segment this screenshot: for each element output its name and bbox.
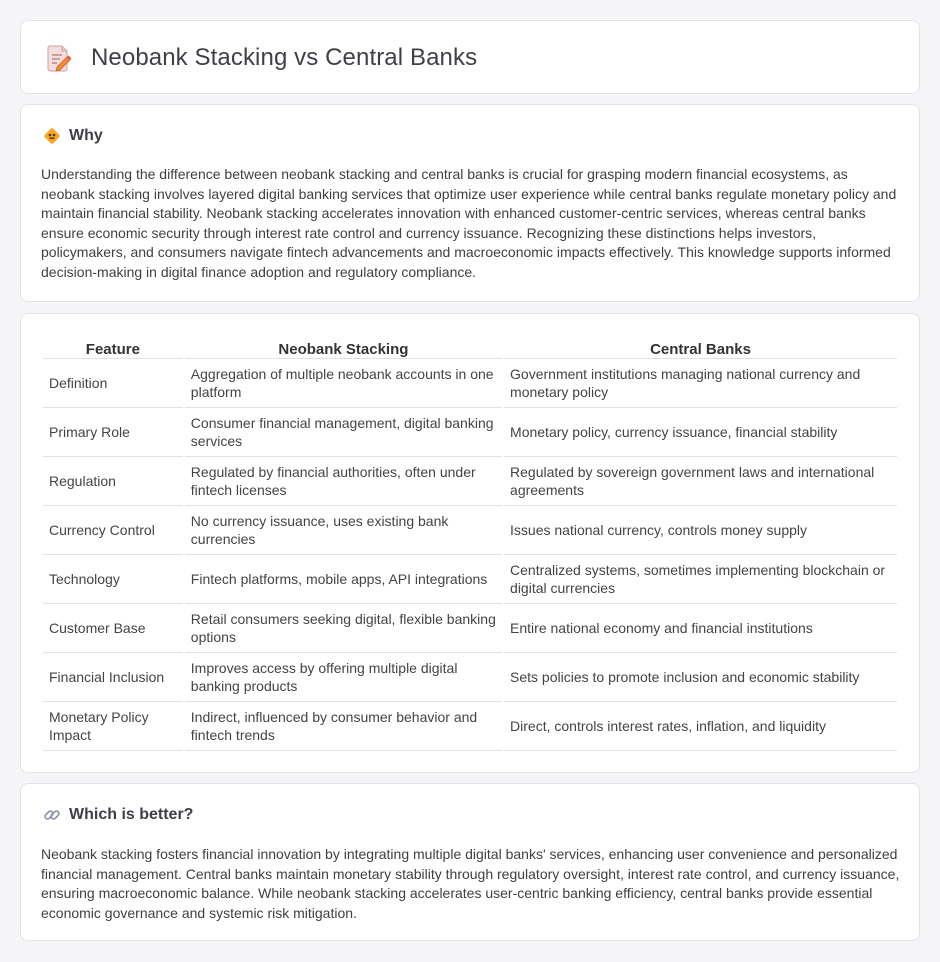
header-card [20, 20, 920, 94]
page-title: Neobank Stacking vs Central Banks [91, 44, 478, 71]
row-neobank: Consumer financial management, digital banking services [185, 408, 502, 457]
row-feature: Regulation [43, 457, 183, 506]
why-text: Understanding the difference between neobank stacking and central banks is crucial for grasping modern financial ecosystems, as neobank stacking involves layered digital banking services that optimize user experience while central banks regulate monetary policy and maintain financial stability. Neobank stacking accelerates innovation with enhanced customer-centric services, whereas central banks ensure economic security through interest rate control and currency issuance. Recognizing these distinctions helps investors, policymakers, and consumers navigate fintech advancements and macroeconomic impacts effectively. This knowledge supports informed decision-making in digital finance adoption and regulatory compliance. [41, 166, 897, 280]
table-header-row [43, 336, 897, 359]
row-central: Regulated by sovereign government laws and international agreements [504, 457, 897, 506]
row-neobank: Aggregation of multiple neobank accounts in one platform [185, 359, 502, 408]
row-neobank: No currency issuance, uses existing bank currencies [185, 506, 502, 555]
header-neobank: Neobank Stacking [185, 336, 502, 359]
row-central: Issues national currency, controls money supply [504, 506, 897, 555]
better-title: Which is better? [69, 806, 194, 823]
header-feature: Feature [43, 336, 183, 359]
row-feature: Definition [43, 359, 183, 408]
row-central: Monetary policy, currency issuance, financial stability [504, 408, 897, 457]
header-central-banks: Central Banks [504, 336, 897, 359]
row-neobank: Regulated by financial authorities, often under fintech licenses [185, 457, 502, 506]
row-feature: Financial Inclusion [43, 653, 183, 702]
row-feature: Customer Base [43, 604, 183, 653]
row-neobank: Improves access by offering multiple digital banking products [185, 653, 502, 702]
row-neobank: Fintech platforms, mobile apps, API integrations [185, 555, 502, 604]
row-feature: Currency Control [43, 506, 183, 555]
table-row [43, 555, 897, 604]
row-neobank: Indirect, influenced by consumer behavior and fintech trends [185, 702, 502, 751]
which-is-better-section [20, 783, 920, 941]
table-row [43, 653, 897, 702]
row-feature: Monetary Policy Impact [43, 702, 183, 751]
why-heading [43, 127, 103, 145]
why-title: Why [69, 127, 103, 144]
table-row [43, 408, 897, 457]
row-neobank: Retail consumers seeking digital, flexible banking options [185, 604, 502, 653]
comparison-table [41, 336, 899, 751]
link-icon [43, 806, 61, 824]
row-central: Entire national economy and financial institutions [504, 604, 897, 653]
table-row [43, 702, 897, 751]
table-row [43, 604, 897, 653]
better-text: Neobank stacking fosters financial innovation by integrating multiple digital banks' services, enhancing user convenience and personalized financial management. Central banks maintain monetary stability through regulatory oversight, interest rate control, and currency issuance, ensuring macroeconomic balance. While neobank stacking accelerates user-centric banking efficiency, central banks provide essential economic governance and systemic risk mitigation. [41, 846, 900, 921]
row-central: Centralized systems, sometimes implementing blockchain or digital currencies [504, 555, 897, 604]
title-row [45, 43, 477, 73]
why-section [20, 104, 920, 302]
row-central: Sets policies to promote inclusion and economic stability [504, 653, 897, 702]
row-central: Direct, controls interest rates, inflation, and liquidity [504, 702, 897, 751]
table-row [43, 359, 897, 408]
document-pencil-icon [45, 43, 73, 73]
table-row [43, 506, 897, 555]
row-feature: Technology [43, 555, 183, 604]
comparison-table-card [20, 313, 920, 773]
row-feature: Primary Role [43, 408, 183, 457]
better-heading [43, 806, 193, 824]
diamond-sign-icon [43, 127, 61, 145]
row-central: Government institutions managing national currency and monetary policy [504, 359, 897, 408]
table-row [43, 457, 897, 506]
